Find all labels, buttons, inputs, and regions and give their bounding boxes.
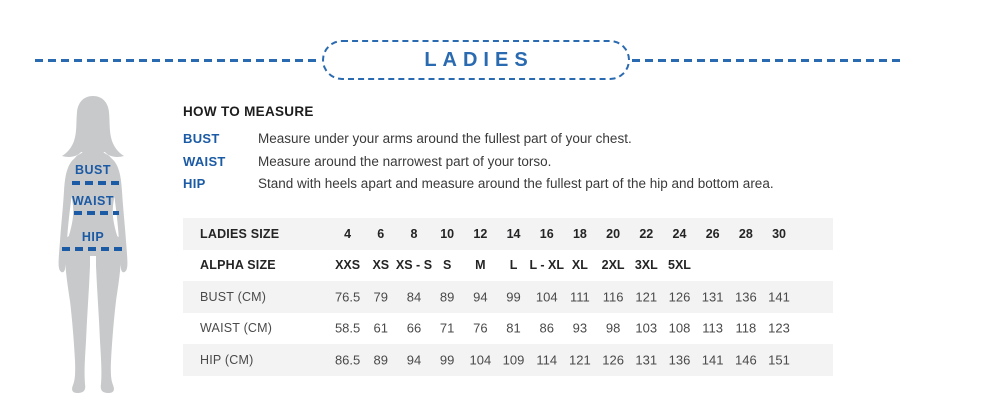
size-cell: [696, 250, 729, 282]
size-cell: [431, 281, 464, 313]
size-cell: [696, 281, 729, 313]
figure-waist-line: [74, 211, 119, 215]
size-cell: [497, 313, 530, 345]
size-cell-value: 71: [439, 320, 455, 336]
size-cell: [431, 344, 464, 376]
size-cell-value: 98: [605, 320, 621, 336]
size-cell: [729, 313, 762, 345]
size-cell: [331, 344, 364, 376]
size-cell: [729, 250, 762, 282]
size-cell-value: 104: [469, 352, 492, 368]
size-cell-value: 66: [406, 320, 422, 336]
figure-bust-label: BUST: [74, 163, 112, 177]
size-cell-value: 20: [606, 226, 621, 241]
measure-term-waist: WAIST: [183, 153, 226, 169]
size-cell: [464, 281, 497, 313]
size-cell-value: 99: [439, 352, 455, 368]
size-cell-value: 136: [734, 289, 757, 305]
size-cell-value: 8: [410, 226, 418, 241]
size-table-row-0: [183, 218, 833, 250]
size-cell: [331, 218, 364, 250]
female-silhouette-graphic: [53, 95, 133, 397]
size-cell-value: 146: [734, 352, 757, 368]
figure-hip-label: HIP: [81, 230, 105, 244]
size-cell: [530, 281, 563, 313]
how-to-measure-section: [183, 104, 883, 196]
size-cell-value: L: [509, 258, 518, 273]
size-cell: [597, 313, 630, 345]
size-cell-value: 104: [535, 289, 558, 305]
size-cell-value: XL: [571, 258, 588, 273]
size-cell: [630, 313, 663, 345]
size-cell: [630, 250, 663, 282]
size-cell: [762, 250, 795, 282]
size-cell-value: 113: [702, 320, 724, 336]
measure-row-waist: [183, 151, 883, 174]
size-cell-value: 86.5: [334, 352, 361, 368]
size-cell-value: 12: [473, 226, 488, 241]
size-cell: [696, 313, 729, 345]
size-cell-value: 3XL: [634, 258, 658, 273]
row-label: WAIST (CM): [200, 321, 273, 336]
size-cell-value: 94: [406, 352, 422, 368]
figure-bust-line: [72, 181, 121, 185]
size-cell: [597, 281, 630, 313]
row-label: LADIES SIZE: [200, 226, 280, 241]
ladies-section-pill: [322, 40, 630, 80]
size-cell-value: 114: [536, 352, 558, 368]
size-cell-value: 89: [439, 289, 455, 305]
size-cell: [364, 313, 397, 345]
size-cell-value: 94: [473, 289, 488, 305]
size-cell-value: 2XL: [601, 258, 625, 273]
size-cell-value: 22: [639, 226, 654, 241]
size-cell: [630, 344, 663, 376]
size-cell-value: 79: [373, 289, 389, 305]
size-cell: [331, 250, 364, 282]
size-cell-value: 123: [768, 320, 790, 336]
size-cell: [630, 281, 663, 313]
size-cell: [364, 344, 397, 376]
size-cell-value: 108: [668, 320, 691, 336]
size-cell-value: 131: [701, 289, 724, 305]
size-cell: [331, 313, 364, 345]
header-divider-right: [632, 59, 905, 62]
size-cell: [630, 218, 663, 250]
size-cell: [597, 218, 630, 250]
female-silhouette-figure: [53, 95, 133, 397]
size-cell-value: 10: [440, 226, 455, 241]
measure-desc-hip: Stand with heels apart and measure around the fullest part of the hip and bottom area.: [258, 176, 774, 191]
size-cell: [762, 218, 795, 250]
size-cell: [696, 344, 729, 376]
measure-term-bust: BUST: [183, 131, 220, 146]
size-cell-value: 131: [635, 352, 658, 368]
measure-desc-bust: Measure under your arms around the fullest part of your chest.: [258, 131, 632, 146]
size-table-row-2: [183, 281, 833, 313]
size-cell-value: 76: [473, 320, 488, 336]
ladies-size-table: [183, 218, 833, 376]
size-cell: [364, 218, 397, 250]
size-cell-value: XS - S: [395, 258, 433, 273]
size-cell-value: 61: [373, 320, 389, 336]
size-cell-value: XS: [372, 258, 390, 273]
size-cell: [663, 281, 696, 313]
size-cell-value: 86: [539, 320, 554, 336]
size-cell: [530, 218, 563, 250]
size-cell: [397, 344, 430, 376]
size-cell-value: 111: [570, 289, 590, 305]
size-cell: [397, 281, 430, 313]
row-label: ALPHA SIZE: [200, 258, 276, 273]
size-cell: [563, 313, 596, 345]
size-table-row-1: [183, 250, 833, 282]
size-cell-value: 109: [502, 352, 525, 368]
size-cell-value: 93: [572, 320, 588, 336]
size-cell-value: 151: [768, 352, 790, 368]
size-cell: [397, 218, 430, 250]
size-cell: [530, 313, 563, 345]
size-cell: [497, 218, 530, 250]
size-cell-value: S: [442, 258, 452, 273]
size-cell: [663, 250, 696, 282]
size-cell-value: 30: [772, 226, 786, 241]
size-cell-value: 121: [569, 352, 591, 368]
size-cell-value: 26: [705, 226, 720, 241]
measure-desc-waist: Measure around the narrowest part of your torso.: [258, 153, 552, 169]
figure-waist-label: WAIST: [71, 194, 115, 208]
size-cell: [563, 250, 596, 282]
how-to-measure-title: HOW TO MEASURE: [183, 104, 314, 119]
size-cell: [364, 281, 397, 313]
size-cell: [395, 250, 433, 282]
size-cell: [497, 281, 530, 313]
size-cell-value: 99: [506, 289, 521, 305]
size-cell: [663, 218, 696, 250]
size-cell-value: 28: [738, 226, 753, 241]
size-cell-value: 16: [539, 226, 554, 241]
size-cell: [729, 218, 762, 250]
size-cell-value: 136: [668, 352, 691, 368]
size-cell: [397, 313, 430, 345]
size-cell: [762, 281, 795, 313]
size-cell: [464, 313, 497, 345]
measure-row-hip: [183, 173, 883, 196]
size-cell-value: 18: [572, 226, 587, 241]
size-cell: [464, 344, 497, 376]
size-cell: [563, 218, 596, 250]
size-cell-value: 141: [768, 289, 790, 305]
row-label: BUST (CM): [200, 289, 267, 304]
size-cell: [497, 250, 530, 282]
size-cell: [663, 344, 696, 376]
size-cell: [597, 344, 630, 376]
size-cell-value: 58.5: [334, 320, 361, 336]
size-cell: [431, 250, 464, 282]
size-cell: [563, 344, 596, 376]
size-cell: [530, 250, 563, 282]
size-cell-value: 6: [377, 226, 385, 241]
size-cell-value: 103: [635, 320, 658, 336]
size-cell: [364, 250, 397, 282]
size-cell-value: L - XL: [529, 258, 564, 273]
size-cell-value: 4: [344, 226, 352, 241]
size-cell: [497, 344, 530, 376]
size-table-row-3: [183, 313, 833, 345]
size-cell: [464, 218, 497, 250]
size-cell: [696, 218, 729, 250]
size-cell: [431, 218, 464, 250]
size-cell-value: 118: [735, 320, 757, 336]
size-cell-value: 24: [672, 226, 687, 241]
size-cell-value: 116: [602, 289, 624, 305]
size-cell: [762, 344, 795, 376]
size-cell: [597, 250, 630, 282]
size-cell-value: 126: [602, 352, 624, 368]
size-cell-value: 81: [506, 320, 521, 336]
section-title: LADIES: [424, 48, 534, 71]
size-cell: [331, 281, 364, 313]
size-cell: [431, 313, 464, 345]
row-label: HIP (CM): [200, 352, 254, 367]
size-cell: [464, 250, 497, 282]
size-cell: [663, 313, 696, 345]
size-cell-value: 141: [701, 352, 724, 368]
measure-rows: [183, 128, 883, 196]
size-cell-value: 14: [506, 226, 521, 241]
size-cell: [729, 344, 762, 376]
size-cell-value: 84: [406, 289, 422, 305]
size-cell-value: 126: [668, 289, 691, 305]
size-cell-value: M: [475, 258, 486, 273]
header-divider-left: [35, 59, 320, 62]
figure-hip-line: [62, 247, 124, 251]
size-cell-value: 121: [635, 289, 658, 305]
size-cell: [563, 281, 596, 313]
size-cell-value: XXS: [335, 258, 361, 273]
size-cell: [762, 313, 795, 345]
size-table-row-4: [183, 344, 833, 376]
size-cell-value: 89: [373, 352, 389, 368]
size-cell: [530, 344, 563, 376]
size-cell-value: 76.5: [334, 289, 361, 305]
size-cell-value: 5XL: [668, 258, 691, 273]
measure-row-bust: [183, 128, 883, 151]
size-cell: [729, 281, 762, 313]
measure-term-hip: HIP: [183, 176, 206, 191]
